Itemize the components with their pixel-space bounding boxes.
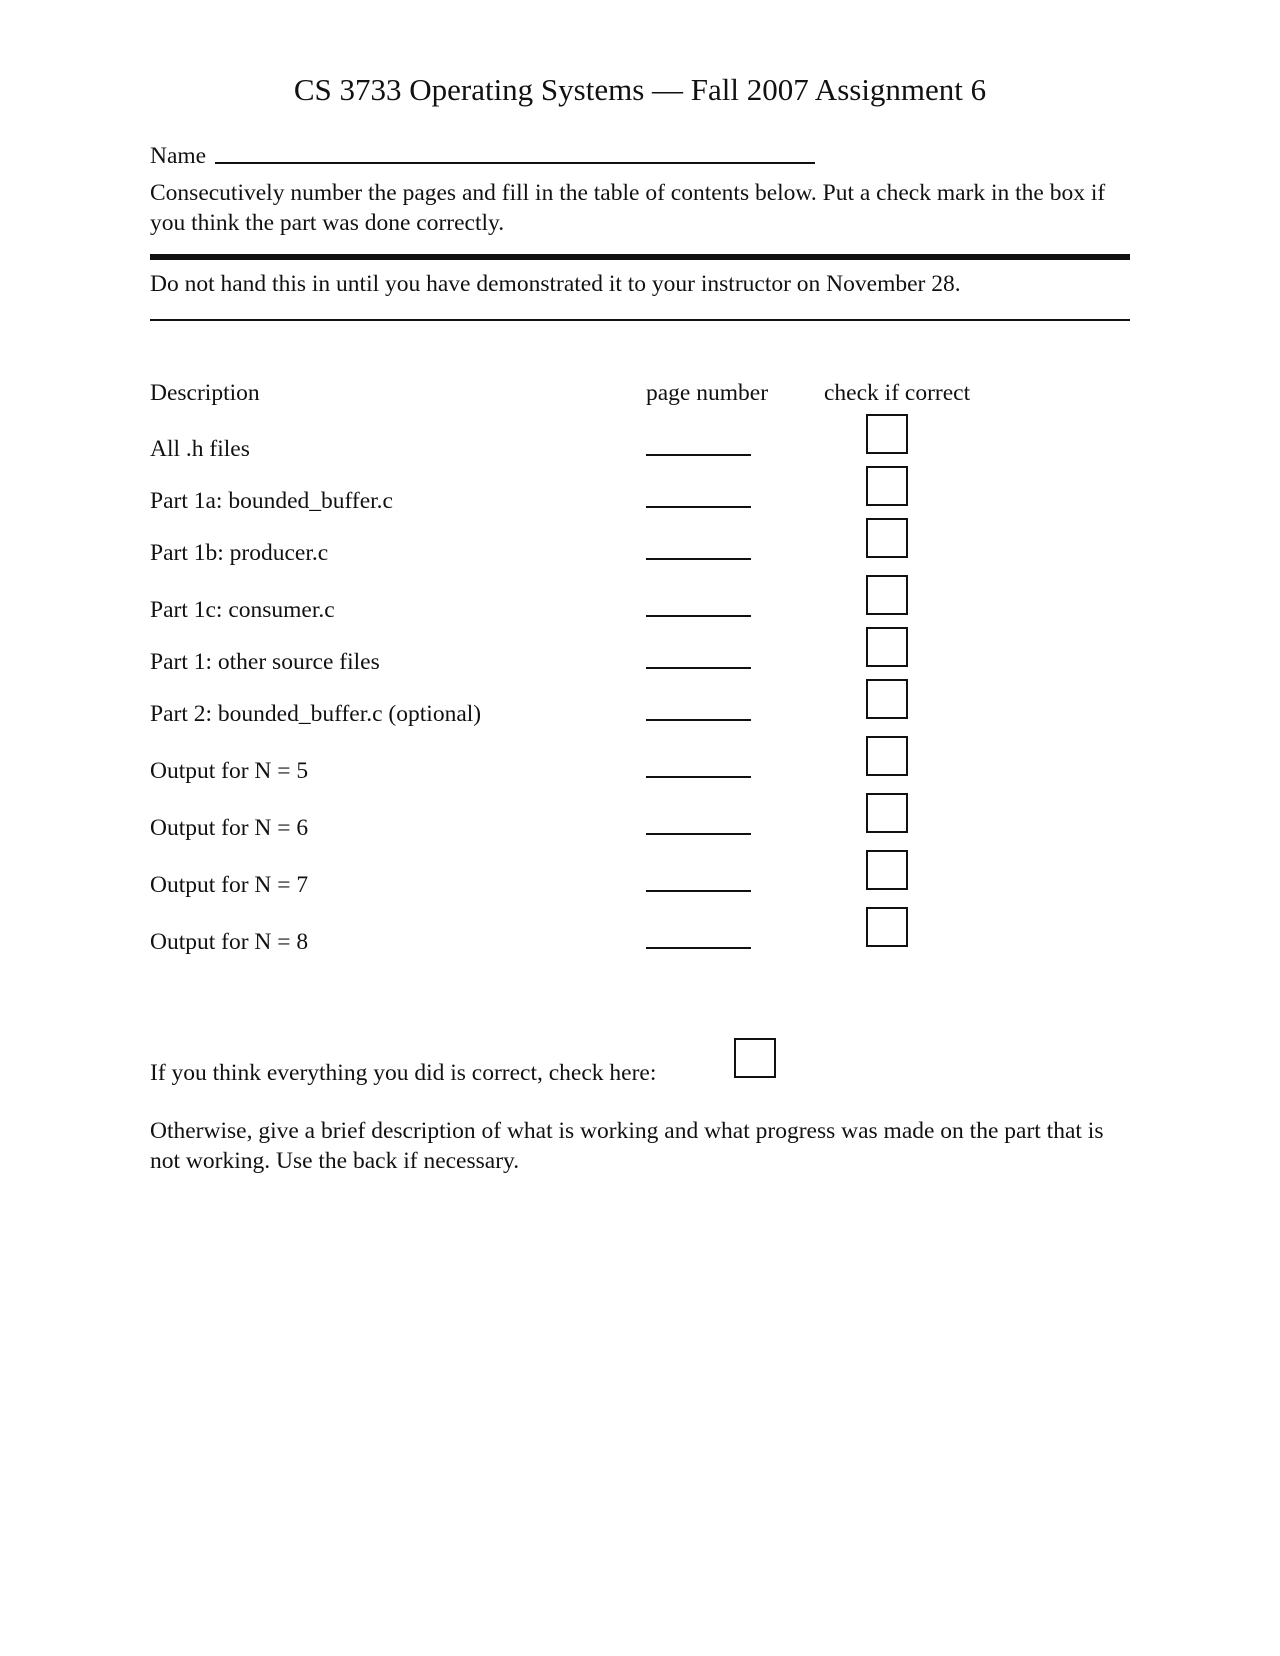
row-label: Part 1a: bounded_buffer.c <box>150 488 393 514</box>
check-box[interactable] <box>866 627 908 667</box>
thin-divider <box>150 319 1130 321</box>
header-check: check if correct <box>824 380 971 406</box>
page-number-blank[interactable] <box>646 454 751 456</box>
page-title: CS 3733 Operating Systems — Fall 2007 Assignment 6 <box>293 72 987 107</box>
page-number-blank[interactable] <box>646 719 751 721</box>
check-box[interactable] <box>866 466 908 506</box>
notice-text: Do not hand this in until you have demonstrated it to your instructor on November 28. <box>150 271 961 297</box>
check-box[interactable] <box>866 736 908 776</box>
header-page-number: page number <box>646 380 769 406</box>
row-label: Output for N = 7 <box>150 872 309 898</box>
page-number-blank[interactable] <box>646 890 751 892</box>
row-label: Part 1b: producer.c <box>150 540 329 566</box>
check-box[interactable] <box>866 679 908 719</box>
name-label: Name <box>150 143 207 169</box>
check-box[interactable] <box>866 518 908 558</box>
check-box[interactable] <box>866 850 908 890</box>
row-label: Part 1: other source files <box>150 649 380 675</box>
otherwise-text: Otherwise, give a brief description of what is working and what progress was made on the part that is not working. Use the back if necessary. <box>150 1118 1104 1174</box>
check-box[interactable] <box>866 907 908 947</box>
check-box[interactable] <box>866 575 908 615</box>
row-label: All .h files <box>150 436 250 462</box>
row-label: Part 1c: consumer.c <box>150 597 335 623</box>
page-number-blank[interactable] <box>646 776 751 778</box>
thick-divider <box>150 254 1130 260</box>
check-box[interactable] <box>866 414 908 454</box>
check-box[interactable] <box>866 793 908 833</box>
instructions-text: Consecutively number the pages and fill in the table of contents below. Put a check mark in the box if you think the part was done correctly. <box>150 180 1106 236</box>
page-number-blank[interactable] <box>646 615 751 617</box>
row-label: Output for N = 5 <box>150 758 309 784</box>
page-number-blank[interactable] <box>646 506 751 508</box>
header-description: Description <box>150 380 260 406</box>
final-check-box[interactable] <box>734 1038 776 1078</box>
page-number-blank[interactable] <box>646 667 751 669</box>
name-field-line[interactable] <box>215 162 815 164</box>
page-number-blank[interactable] <box>646 833 751 835</box>
final-check-label: If you think everything you did is correct, check here: <box>150 1060 657 1086</box>
page-number-blank[interactable] <box>646 558 751 560</box>
page-number-blank[interactable] <box>646 947 751 949</box>
row-label: Part 2: bounded_buffer.c (optional) <box>150 701 482 727</box>
row-label: Output for N = 8 <box>150 929 309 955</box>
row-label: Output for N = 6 <box>150 815 309 841</box>
